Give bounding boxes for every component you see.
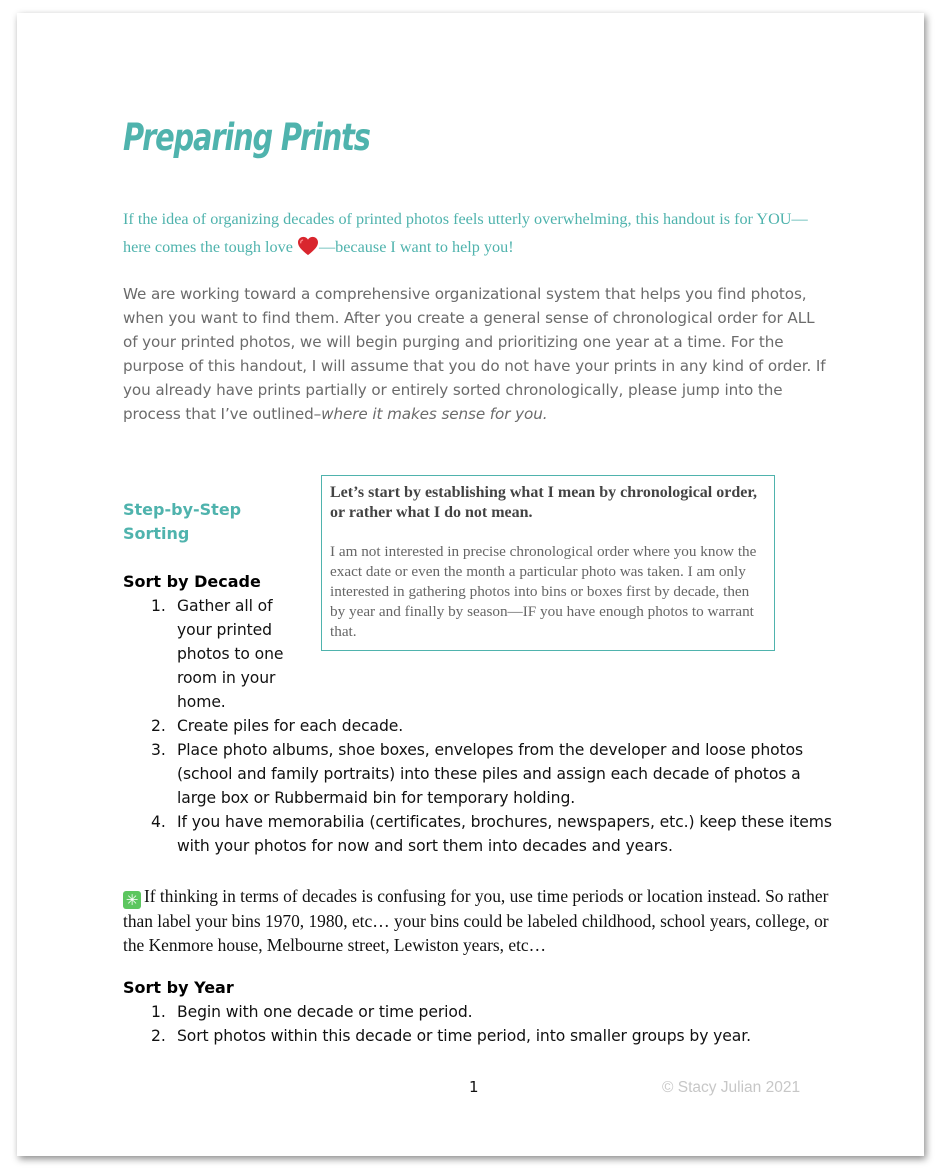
step-number: 3. [151, 741, 166, 759]
list-item [123, 810, 833, 858]
sort-by-year-heading: Sort by Year [123, 978, 234, 997]
body-paragraph [123, 282, 833, 426]
sparkle-icon: ✳ [123, 891, 141, 909]
year-steps-list [123, 1000, 833, 1048]
callout-text: I am not interested in precise chronological order where you know the exact date or even the month a particular photo was taken. I am only interested in gathering photos into bins or boxes first by decade, then by year and finally by season—IF you have enough photos to warrant that. [330, 543, 757, 640]
list-item [123, 1024, 833, 1048]
step-text: Create piles for each decade. [177, 717, 404, 735]
body-italic-text: where it makes sense for you. [321, 405, 548, 423]
step-number: 2. [151, 717, 166, 735]
step-number: 2. [151, 1027, 166, 1045]
list-item [123, 714, 833, 738]
body-text: We are working toward a comprehensive organizational system that helps you find photos, when you want to find them. After you create a general sense of chronological order for ALL of your printed photos, we will begin purging and prioritizing one year at a time. For the purpose of this handout, I will assume that you do not have your prints in any kind of order. If you already have prints partially or entirely sorted chronologically, please jump into the process that I’ve outlined– [123, 285, 826, 423]
page-number: 1 [469, 1078, 479, 1096]
step-text: If you have memorabilia (certificates, brochures, newspapers, etc.) keep these items with your photos for now and sort them into decades and years. [177, 813, 832, 855]
list-item [123, 594, 307, 714]
decade-steps-list [123, 594, 833, 858]
list-item [123, 738, 833, 810]
intro-paragraph [123, 205, 833, 261]
list-item [123, 1000, 833, 1024]
page-title: Preparing Prints [123, 116, 370, 159]
tip-text: If thinking in terms of decades is confusing for you, use time periods or location instead. So rather than label your bins 1970, 1980, etc… your bins could be labeled childhood, school years, college, or the Kenmore house, Melbourne street, Lewiston years, etc… [123, 886, 829, 955]
section-title: Step-by-Step Sorting [123, 500, 242, 543]
intro-text-end: —because I want to help you! [318, 238, 514, 256]
step-text: Sort photos within this decade or time period, into smaller groups by year. [177, 1027, 751, 1045]
tip-paragraph [123, 884, 833, 957]
step-text: Gather all of your printed photos to one room in your home. [177, 597, 284, 711]
callout-heading: Let’s start by establishing what I mean by chronological order, or rather what I do not mean. [330, 484, 757, 521]
step-number: 1. [151, 597, 166, 615]
copyright-notice: © Stacy Julian 2021 [662, 1079, 801, 1096]
step-text: Place photo albums, shoe boxes, envelopes from the developer and loose photos (school and family portraits) into these piles and assign each decade of photos a large box or Rubbermaid bin for temporary holding. [177, 741, 804, 807]
step-number: 1. [151, 1003, 166, 1021]
red-heart-icon [297, 236, 319, 256]
sort-by-decade-heading: Sort by Decade [123, 572, 261, 591]
step-text: Begin with one decade or time period. [177, 1003, 473, 1021]
step-number: 4. [151, 813, 166, 831]
intro-text-start: If the idea of organizing decades of printed photos feels utterly overwhelming, this handout is for YOU—here comes the tough love [123, 210, 808, 256]
